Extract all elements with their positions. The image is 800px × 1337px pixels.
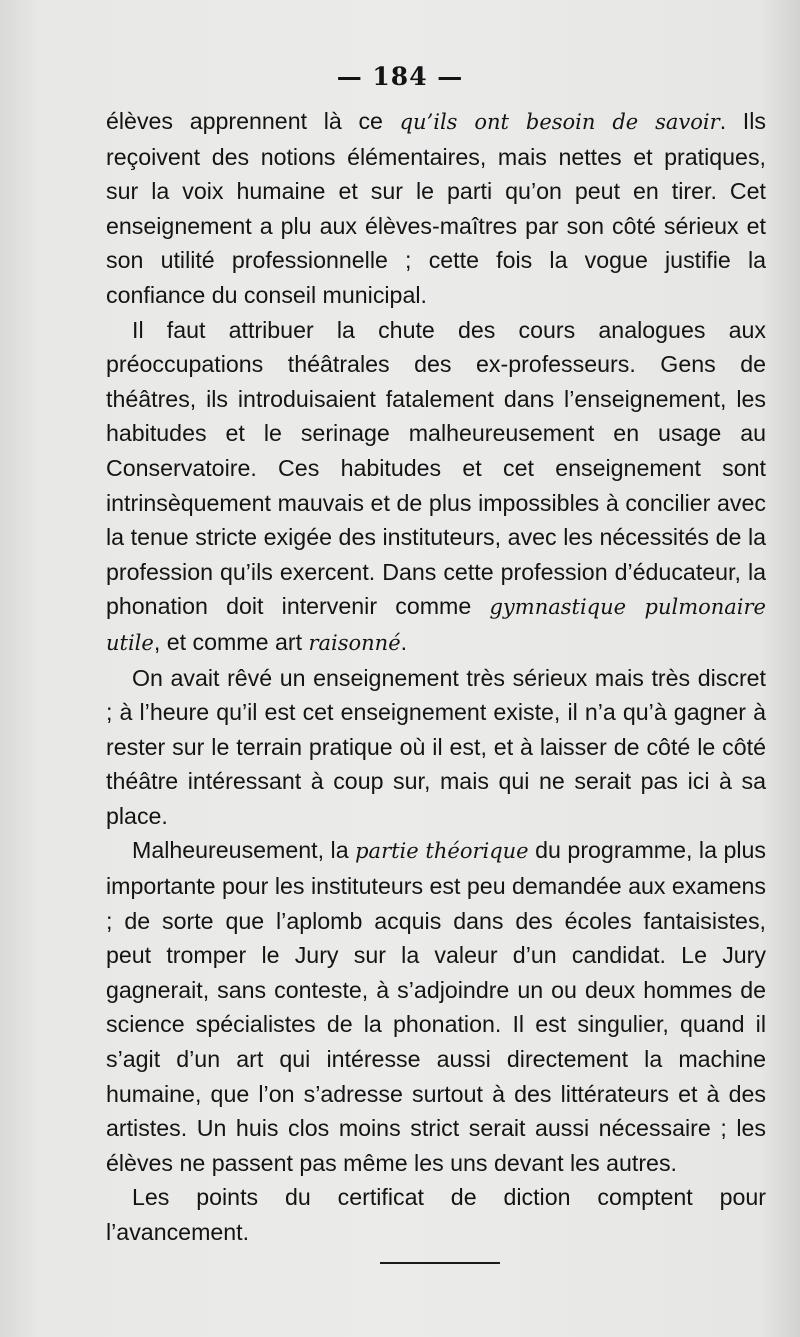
paragraph-2-part-3: , et comme art [153, 628, 309, 655]
paragraph-1-part-1: élèves apprennent là ce [106, 108, 400, 134]
body-text [106, 104, 766, 1250]
paragraph-3: On avait rêvé un enseignement très sérieux mais très discret ; à l’heure qu’il est cet enseignement existe, il n’a qu’à gagner à rester sur le terrain pratique où il est, et à laisser de côté le côté théâtre intéressant à coup sur, mais qui ne serait pas ici à sa place. [106, 664, 766, 829]
paragraph-5: Les points du certificat de diction comptent pour l’avancement. [106, 1184, 766, 1245]
paragraph-4-part-1: Malheureusement, la [132, 837, 356, 864]
paragraph-1-emphasis: qu’ils ont besoin de savoir [399, 110, 720, 134]
paragraph-1-part-3: . Ils reçoivent des notions élémentaires, mais nettes et pratiques, sur la voix humaine et sur le parti qu’on peut en tirer. Cet enseignement a plu aux élèves-maîtres par son côté sérieux et son utilité professionnelle ; cette fois la vogue justifie la confiance du conseil municipal. [106, 108, 766, 308]
page-number: — 184 — [336, 62, 464, 91]
paragraph-2-part-1: Il faut attribuer la chute des cours analogues aux préoccupations théâtrales des ex-professeurs. Gens de théâtres, ils introduisaient fatalement dans l’enseignement, les habitudes et le serinage malheureusement en usage au Conservatoire. Ces habitudes et cet enseignement sont intrinsèquement mauvais et de plus impossibles à concilier avec la tenue stricte exigée des instituteurs, avec les nécessités de la profession qu’ils exercent. Dans cette profession d’éducateur, la phonation doit intervenir comme [106, 316, 766, 620]
paragraph-4-emphasis: partie théorique [355, 839, 529, 864]
end-rule [380, 1262, 500, 1264]
paragraph-2-emphasis-2: raisonné [308, 630, 401, 655]
paragraph-2-part-5: . [400, 628, 408, 655]
paragraph-2-emphasis-1: gymnastique pulmonaire utile [106, 595, 766, 655]
paragraph-2 [106, 313, 766, 661]
paragraph-4 [106, 833, 766, 1180]
paragraph-1 [106, 104, 766, 313]
paragraph-4-part-3: du programme, la plus importante pour les instituteurs est peu demandée aux examens ; de sorte que l’aplomb acquis dans des écoles fantaisistes, peut tromper le Jury sur la valeur d’un candidat. Le Jury gagnerait, sans conteste, à s’adjoindre un ou deux hommes de science spécialistes de la phonation. Il est singulier, quand il s’agit d’un art qui intéresse aussi directement la machine humaine, que l’on s’adresse surtout à des littérateurs et à des artistes. Un huis clos moins strict serait aussi nécessaire ; les élèves ne passent pas même les uns devant les autres. [106, 837, 767, 1176]
